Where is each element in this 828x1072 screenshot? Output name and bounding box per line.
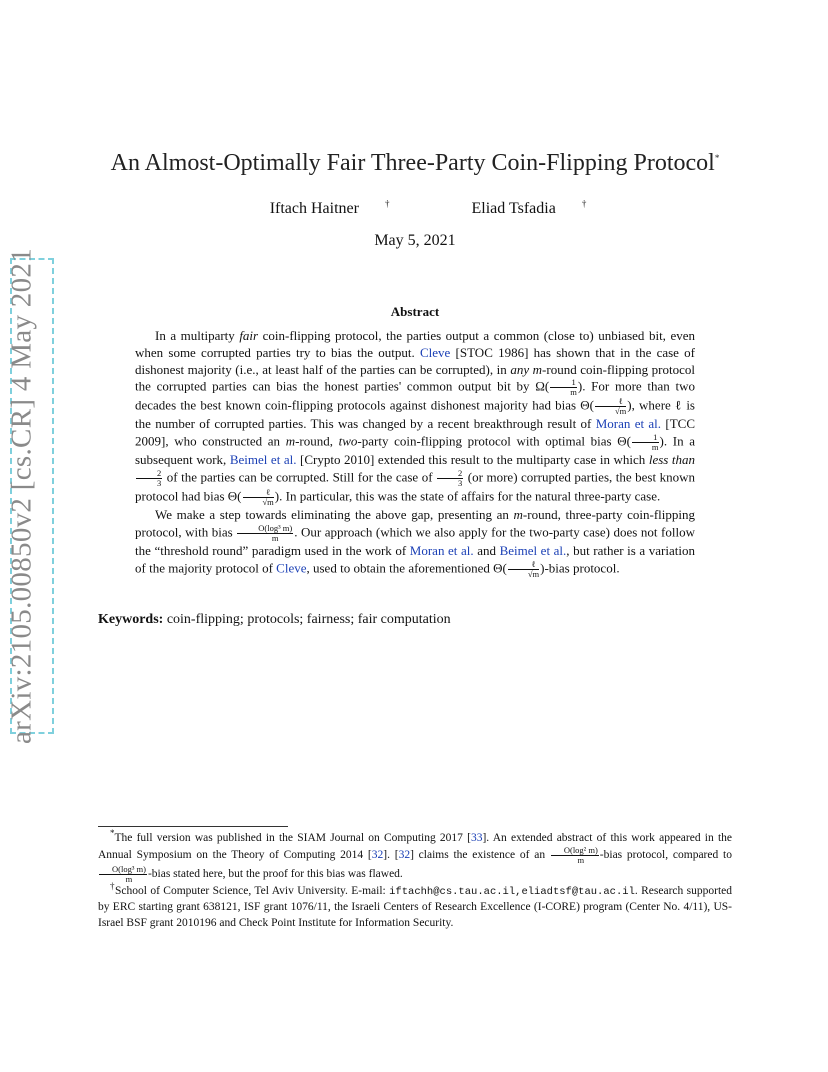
footnote-rule bbox=[98, 826, 288, 827]
email-addresses: iftachh@cs.tau.ac.il,eliadtsf@tau.ac.il bbox=[389, 886, 635, 899]
arxiv-identifier: arXiv:2105.00850v2 [cs.CR] 4 May 2021 bbox=[5, 248, 38, 744]
abstract-paragraph-1: In a multiparty fair coin-flipping protocol, the parties output a common (close to) unbiased bit, even when some corrupted parties try to bias the output. Cleve [STOC 1986] has shown that in the case of dishonest majority (i.e., at least half of the parties can be corrupted), in any m-round coin-flipping protocol the corrupted parties can bias the honest parties' common output bit by Ω( $\frac{1}{m}$ ). For more than two decades the best known coin-flipping protocols against dishonest majority had bias Θ( $\frac{\text{ℓ}}{√m}$ ), where ℓ is the number of corrupted parties. This was changed by a recent breakthrough result of Moran et al. [TCC 2009], who constructed an m-round, two-party coin-flipping protocol with optimal bias Θ( $\frac{1}{m}$ ). In a subsequent work, Beimel et al. [Crypto 2010] extended this result to the multiparty case in which less than $\frac{2}{3}$ of the parties can be corrupted. Still for the case of $\frac{2}{3}$ (or more) corrupted parties, the best known protocol had bias Θ( $\frac{\text{ℓ}}{√m}$ ). In particular, this was the state of affairs for the natural three-party case. bbox=[135, 328, 695, 507]
cite-beimel-2[interactable]: Beimel et al. bbox=[499, 542, 567, 558]
cite-moran-2[interactable]: Moran et al. bbox=[409, 542, 474, 558]
keywords-label: Keywords: bbox=[98, 612, 164, 627]
paper-date: May 5, 2021 bbox=[374, 232, 456, 249]
abstract-paragraph-2: We make a step towards eliminating the above gap, presenting an m-round, three-party coin-flipping protocol, with bias $\frac{\text{O(log³ m)}}{m}$ . Our approach (which we also apply for the two-party case) does not follow the “threshold round” paradigm used in the work of Moran et al. and Beimel et al., but rather is a variation of the majority protocol of Cleve, used to obtain the aforementioned Θ( $\frac{\text{ℓ}}{√m}$ )-bias protocol. bbox=[135, 506, 695, 579]
cite-32-b[interactable]: 32 bbox=[398, 849, 411, 862]
abstract-body bbox=[135, 328, 695, 579]
cite-beimel[interactable]: Beimel et al. bbox=[229, 452, 297, 468]
footnotes bbox=[98, 828, 732, 931]
keywords-text: coin-flipping; protocols; fairness; fair computation bbox=[166, 612, 451, 627]
author-list bbox=[98, 200, 732, 218]
abstract-heading: Abstract bbox=[390, 304, 440, 319]
cite-cleve[interactable]: Cleve bbox=[419, 344, 451, 360]
cite-32[interactable]: 32 bbox=[371, 849, 384, 862]
author-haitner: Iftach Haitner † bbox=[269, 198, 390, 217]
footnote-2: †School of Computer Science, Tel Aviv University. E-mail: iftachh@cs.tau.ac.il,eliadtsf@tau.ac.il. Research supported by ERC starting grant 638121, ISF grant 1076/11, the Israeli Centers of Research Excellence (I-CORE) program (Center No. 4/11), US-Israel BSF grant 2010196 and Check Point Institute for Information Security. bbox=[98, 881, 732, 929]
cite-cleve-2[interactable]: Cleve bbox=[276, 560, 307, 576]
paper-title: An Almost-Optimally Fair Three-Party Coin-Flipping Protocol* bbox=[110, 150, 720, 176]
footnote-1: *The full version was published in the SIAM Journal on Computing 2017 [33]. An extended abstract of this work appeared in the Annual Symposium on the Theory of Computing 2014 [32]. [32] claims the existence of an $\frac{\text{O(log² m)}}{m}$ -bias protocol, compared to $\frac{\text{O(log³ m)}}{m}$ -bias stated here, but the proof for this bias was flawed. bbox=[98, 828, 732, 885]
cite-33[interactable]: 33 bbox=[470, 832, 483, 844]
keywords-line bbox=[98, 612, 732, 628]
author-tsfadia: Eliad Tsfadia † bbox=[471, 198, 587, 217]
cite-moran[interactable]: Moran et al. bbox=[595, 416, 662, 432]
